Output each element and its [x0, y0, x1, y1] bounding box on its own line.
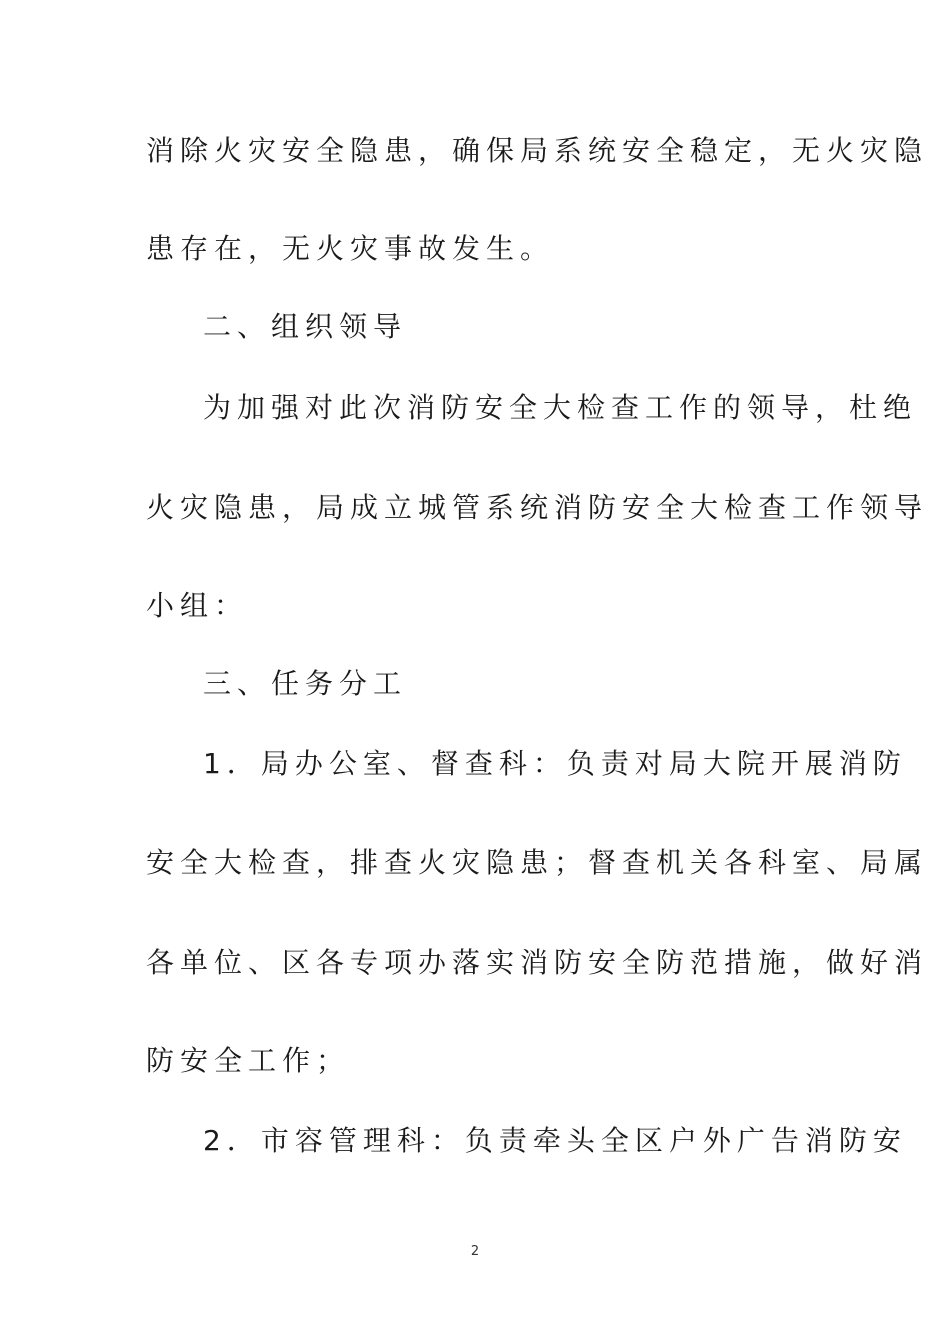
section-heading-organization: 二、组织领导: [203, 310, 408, 343]
text-line-4: 为加强对此次消防安全大检查工作的领导，杜绝: [203, 391, 918, 424]
text-line-10: 各单位、区各专项办落实消防安全防范措施，做好消: [146, 946, 929, 979]
text-line-6: 小组：: [146, 589, 249, 622]
text-line-2: 患存在，无火灾事故发生。: [146, 232, 555, 265]
text-line-8: 1．局办公室、督查科：负责对局大院开展消防: [203, 747, 907, 780]
page-number: 2: [470, 1244, 480, 1259]
text-line-1: 消除火灾安全隐患，确保局系统安全稳定，无火灾隐: [146, 134, 929, 167]
text-line-5: 火灾隐患，局成立城管系统消防安全大检查工作领导: [146, 491, 929, 524]
section-heading-tasks: 三、任务分工: [203, 667, 408, 700]
text-line-12: 2．市容管理科：负责牵头全区户外广告消防安: [203, 1124, 907, 1157]
text-line-9: 安全大检查，排查火灾隐患；督查机关各科室、局属: [146, 846, 929, 879]
text-line-11: 防安全工作；: [146, 1044, 351, 1077]
